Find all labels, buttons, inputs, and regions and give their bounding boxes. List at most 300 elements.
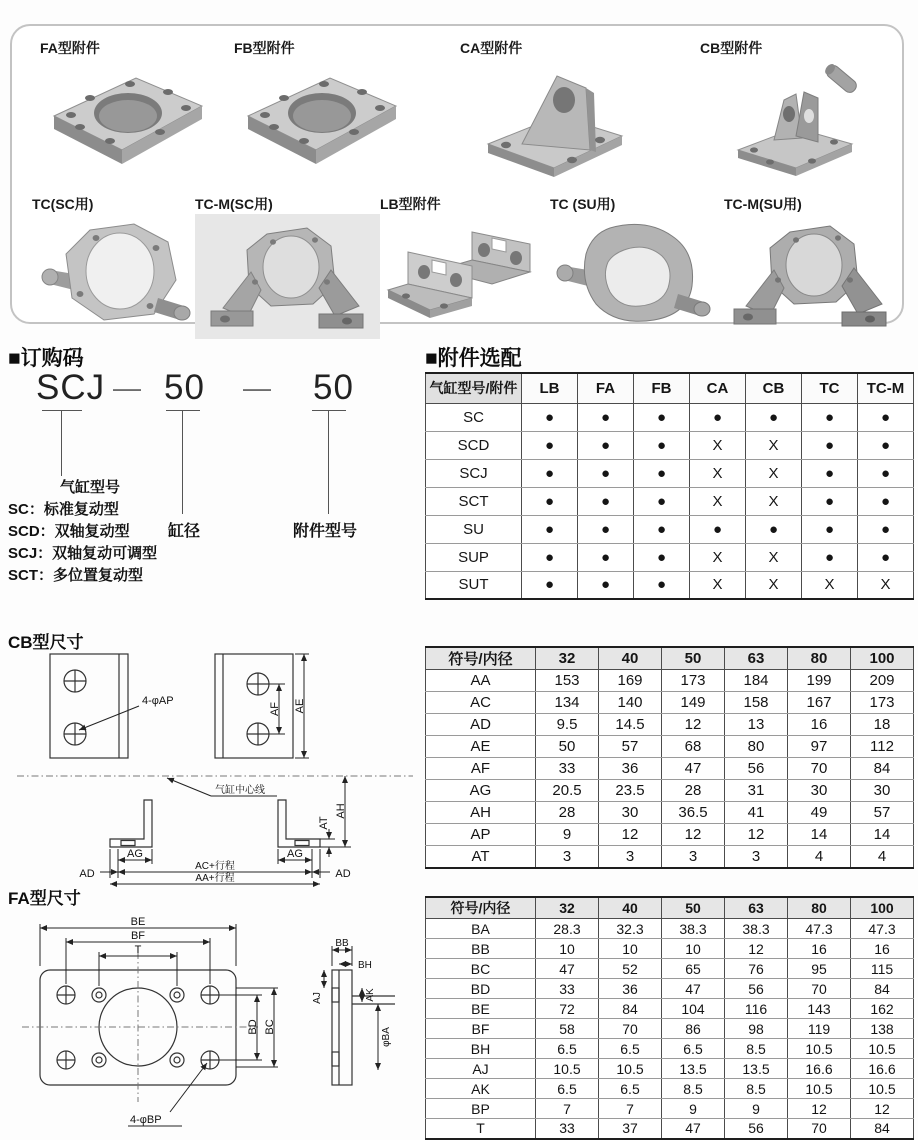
cell: 4 <box>788 846 851 868</box>
cell: 52 <box>599 959 662 979</box>
cell: 12 <box>599 824 662 846</box>
cb-label-ah: AH <box>335 803 347 819</box>
cell: 169 <box>599 670 662 692</box>
cell: 7 <box>599 1099 662 1119</box>
row-header: AJ <box>426 1059 536 1079</box>
cell: X <box>690 431 746 459</box>
fa-label-be: BE <box>130 916 146 928</box>
column-header: TC-M <box>858 373 914 403</box>
row-header: SCT <box>426 487 522 515</box>
cell: 23.5 <box>599 780 662 802</box>
cell: 70 <box>599 1019 662 1039</box>
fb-part-image <box>234 58 409 183</box>
cell: ● <box>690 403 746 431</box>
order-code-bore: 50 <box>164 368 205 407</box>
column-header: 32 <box>536 647 599 670</box>
table-row <box>426 780 914 802</box>
cell: 3 <box>725 846 788 868</box>
column-header: 63 <box>725 647 788 670</box>
cell: 6.5 <box>536 1079 599 1099</box>
fa-label-bb: BB <box>335 938 349 949</box>
cell: 9.5 <box>536 714 599 736</box>
accessory-products-panel <box>10 24 904 324</box>
column-header: FA <box>578 373 634 403</box>
cell: ● <box>578 431 634 459</box>
header-row <box>426 373 914 403</box>
fa-label-bc: BC <box>264 1019 276 1035</box>
cell: X <box>746 431 802 459</box>
cb-section-heading: CB型尺寸 <box>8 633 84 652</box>
cell: 65 <box>662 959 725 979</box>
cell: ● <box>578 515 634 543</box>
cell: X <box>746 487 802 515</box>
cell: 16.6 <box>851 1059 914 1079</box>
table-row <box>426 939 914 959</box>
row-header: BB <box>426 939 536 959</box>
cell: 57 <box>599 736 662 758</box>
cell: 80 <box>725 736 788 758</box>
cell: 57 <box>851 802 914 824</box>
column-header: 80 <box>788 647 851 670</box>
table-row <box>426 487 914 515</box>
cell: 13.5 <box>725 1059 788 1079</box>
cell: ● <box>634 459 690 487</box>
cell: 9 <box>536 824 599 846</box>
cell: 12 <box>725 939 788 959</box>
bore-label: 缸径 <box>168 523 201 540</box>
column-header: FB <box>634 373 690 403</box>
cell: 7 <box>536 1099 599 1119</box>
table-row <box>426 846 914 868</box>
table-row <box>426 571 914 599</box>
cell: 84 <box>851 758 914 780</box>
cell: 6.5 <box>599 1079 662 1099</box>
column-header: 50 <box>662 647 725 670</box>
cell: 33 <box>536 979 599 999</box>
compat-heading: ■附件选配 <box>425 347 522 370</box>
cb-label-aa-stroke: AA+行程 <box>195 873 235 884</box>
cell: ● <box>802 403 858 431</box>
cell: ● <box>858 403 914 431</box>
product-label: TC-M(SU用) <box>724 196 802 212</box>
cell: X <box>690 543 746 571</box>
row-header: SUT <box>426 571 522 599</box>
cb-label-at: AT <box>318 816 330 830</box>
row-header: AD <box>426 714 536 736</box>
cell: ● <box>634 487 690 515</box>
cell: 98 <box>725 1019 788 1039</box>
cb-dimension-table <box>425 646 914 869</box>
cell: 72 <box>536 999 599 1019</box>
cell: ● <box>578 487 634 515</box>
tcm-su-part-image <box>724 214 899 336</box>
cell: ● <box>858 431 914 459</box>
accessory-compatibility-table <box>425 372 914 600</box>
column-header: 32 <box>536 897 599 919</box>
order-code-accessory: 50 <box>313 368 354 407</box>
header-row <box>426 647 914 670</box>
accessory-label: 附件型号 <box>293 523 358 540</box>
column-header: 100 <box>851 647 914 670</box>
table-row <box>426 1059 914 1079</box>
cell: 10.5 <box>788 1079 851 1099</box>
cell: 3 <box>662 846 725 868</box>
code-connector-3 <box>328 410 329 514</box>
cell: 36 <box>599 979 662 999</box>
row-header: AE <box>426 736 536 758</box>
tc-su-part-image <box>550 214 720 334</box>
row-header: BH <box>426 1039 536 1059</box>
cell: 95 <box>788 959 851 979</box>
fa-dimension-diagram <box>10 900 420 1136</box>
product-label: TC (SU用) <box>550 196 616 212</box>
table-row <box>426 515 914 543</box>
cell: 8.5 <box>662 1079 725 1099</box>
code-underline-2 <box>166 410 200 411</box>
table-row <box>426 959 914 979</box>
product-figure-cb <box>700 38 880 188</box>
cell: 8.5 <box>725 1039 788 1059</box>
cell: 134 <box>536 692 599 714</box>
cell: 4 <box>851 846 914 868</box>
row-header: AF <box>426 758 536 780</box>
cb-part-image <box>700 58 880 183</box>
cell: 173 <box>662 670 725 692</box>
product-figure-tcm-sc <box>195 194 380 344</box>
cell: 9 <box>725 1099 788 1119</box>
table-row <box>426 543 914 571</box>
table-row <box>426 403 914 431</box>
product-label: FA型附件 <box>40 40 100 56</box>
product-label: CA型附件 <box>460 40 523 56</box>
cell: 47 <box>536 959 599 979</box>
cell: 56 <box>725 758 788 780</box>
cell: 36.5 <box>662 802 725 824</box>
cell: 173 <box>851 692 914 714</box>
cell: ● <box>746 515 802 543</box>
cell: 30 <box>788 780 851 802</box>
cell: 138 <box>851 1019 914 1039</box>
cell: 41 <box>725 802 788 824</box>
product-figure-tc-su <box>550 194 720 339</box>
cell: 6.5 <box>536 1039 599 1059</box>
table-row <box>426 919 914 939</box>
row-header: AG <box>426 780 536 802</box>
header-row <box>426 897 914 919</box>
cell: 12 <box>851 1099 914 1119</box>
cell: 33 <box>536 1119 599 1139</box>
code-connector-2 <box>182 410 183 514</box>
cell: 86 <box>662 1019 725 1039</box>
cell: 68 <box>662 736 725 758</box>
lb-part-image <box>380 214 545 334</box>
cell: 199 <box>788 670 851 692</box>
column-header: CA <box>690 373 746 403</box>
cell: ● <box>522 459 578 487</box>
row-header: BE <box>426 999 536 1019</box>
column-header: 40 <box>599 647 662 670</box>
cell: ● <box>634 403 690 431</box>
cell: X <box>746 459 802 487</box>
row-header: T <box>426 1119 536 1139</box>
cb-label-ag-left: AG <box>127 848 143 860</box>
cell: 209 <box>851 670 914 692</box>
cell: 70 <box>788 1119 851 1139</box>
cb-label-hole: 4-φAP <box>142 695 174 707</box>
product-label: CB型附件 <box>700 40 763 56</box>
cb-dimension-diagram <box>15 648 415 884</box>
cell: 16 <box>788 714 851 736</box>
fa-part-image <box>40 58 215 183</box>
cell: 143 <box>788 999 851 1019</box>
fa-section-heading: FA型尺寸 <box>8 889 81 908</box>
cell: 10.5 <box>851 1039 914 1059</box>
cell: ● <box>578 459 634 487</box>
cell: X <box>690 571 746 599</box>
cell: X <box>690 459 746 487</box>
row-header: AK <box>426 1079 536 1099</box>
cell: 76 <box>725 959 788 979</box>
cell: X <box>746 543 802 571</box>
cell: ● <box>634 431 690 459</box>
cell: 56 <box>725 1119 788 1139</box>
cell: ● <box>802 543 858 571</box>
cb-label-centerline: 气缸中心线 <box>215 785 265 796</box>
cell: 10 <box>536 939 599 959</box>
code-underline-1 <box>42 410 82 411</box>
cell: 47.3 <box>788 919 851 939</box>
product-figure-ca <box>460 38 635 188</box>
cell: 104 <box>662 999 725 1019</box>
cell: 38.3 <box>725 919 788 939</box>
cell: 84 <box>851 1119 914 1139</box>
cell: 28.3 <box>536 919 599 939</box>
cell: ● <box>634 571 690 599</box>
order-code-dash-2: — <box>243 372 271 403</box>
tc-sc-part-image <box>32 214 197 334</box>
cell: ● <box>522 543 578 571</box>
cell: 84 <box>851 979 914 999</box>
cell: 97 <box>788 736 851 758</box>
table-row <box>426 802 914 824</box>
cell: 10.5 <box>536 1059 599 1079</box>
column-header: 100 <box>851 897 914 919</box>
column-header: 50 <box>662 897 725 919</box>
product-figure-fa <box>40 38 215 188</box>
cell: ● <box>802 459 858 487</box>
cell: 20.5 <box>536 780 599 802</box>
table-row <box>426 692 914 714</box>
cb-label-ad-left: AD <box>79 868 95 880</box>
cell: 3 <box>599 846 662 868</box>
product-label: TC(SC用) <box>32 196 94 212</box>
row-header: BF <box>426 1019 536 1039</box>
cell: 37 <box>599 1119 662 1139</box>
row-header: BA <box>426 919 536 939</box>
cell: ● <box>578 571 634 599</box>
fa-label-ak: AK <box>365 988 376 1002</box>
table-row <box>426 999 914 1019</box>
cell: ● <box>746 403 802 431</box>
product-figure-tcm-su <box>724 194 899 341</box>
table-row <box>426 979 914 999</box>
column-header: 63 <box>725 897 788 919</box>
product-figure-lb <box>380 194 545 339</box>
cell: 13.5 <box>662 1059 725 1079</box>
cell: 149 <box>662 692 725 714</box>
cell: 115 <box>851 959 914 979</box>
column-header: 气缸型号/附件 <box>426 373 522 403</box>
table-row <box>426 459 914 487</box>
fa-label-t: T <box>134 944 142 956</box>
cell: ● <box>578 543 634 571</box>
cell: 14.5 <box>599 714 662 736</box>
cb-label-af: AF <box>269 701 281 717</box>
cell: ● <box>522 515 578 543</box>
cell: ● <box>858 515 914 543</box>
fa-label-bh: BH <box>358 960 372 971</box>
product-label: TC-M(SC用) <box>195 196 273 212</box>
cell: 184 <box>725 670 788 692</box>
fa-label-bd: BD <box>247 1019 259 1035</box>
ca-part-image <box>460 58 635 183</box>
cb-label-ad-right: AD <box>335 868 351 880</box>
cell: 16.6 <box>788 1059 851 1079</box>
cell: 47 <box>662 758 725 780</box>
table-row <box>426 736 914 758</box>
cell: 70 <box>788 979 851 999</box>
cell: 14 <box>851 824 914 846</box>
model-line-sct: SCT：多位置复动型 <box>8 567 144 584</box>
cell: 16 <box>851 939 914 959</box>
row-header: AT <box>426 846 536 868</box>
order-code-dash-1: — <box>113 372 141 403</box>
cell: X <box>690 487 746 515</box>
column-header: 符号/内径 <box>426 647 536 670</box>
cell: 56 <box>725 979 788 999</box>
cell: 10 <box>599 939 662 959</box>
fa-dimension-table <box>425 896 914 1140</box>
cell: 31 <box>725 780 788 802</box>
cb-label-ag-right: AG <box>287 848 303 860</box>
column-header: 40 <box>599 897 662 919</box>
product-figure-tc-sc <box>32 194 197 339</box>
cell: 36 <box>599 758 662 780</box>
cell: 162 <box>851 999 914 1019</box>
row-header: AC <box>426 692 536 714</box>
cell: 10.5 <box>788 1039 851 1059</box>
row-header: SU <box>426 515 522 543</box>
fa-label-aj: AJ <box>312 992 323 1004</box>
cell: 10.5 <box>851 1079 914 1099</box>
cell: 10.5 <box>599 1059 662 1079</box>
table-row <box>426 1039 914 1059</box>
cell: 12 <box>788 1099 851 1119</box>
row-header: AA <box>426 670 536 692</box>
cell: ● <box>858 459 914 487</box>
cell: 30 <box>599 802 662 824</box>
row-header: AH <box>426 802 536 824</box>
cell: 47 <box>662 979 725 999</box>
cell: ● <box>802 515 858 543</box>
cell: ● <box>802 487 858 515</box>
cell: 167 <box>788 692 851 714</box>
column-header: CB <box>746 373 802 403</box>
cell: 10 <box>662 939 725 959</box>
cell: 6.5 <box>662 1039 725 1059</box>
cell: 38.3 <box>662 919 725 939</box>
cell: ● <box>578 403 634 431</box>
product-label: LB型附件 <box>380 196 441 212</box>
table-row <box>426 714 914 736</box>
fa-label-hole: 4-φBP <box>130 1114 162 1126</box>
row-header: BP <box>426 1099 536 1119</box>
cell: 16 <box>788 939 851 959</box>
fa-label-bf: BF <box>130 930 146 942</box>
cell: 70 <box>788 758 851 780</box>
cell: ● <box>522 431 578 459</box>
cell: 47.3 <box>851 919 914 939</box>
row-header: SC <box>426 403 522 431</box>
cell: 30 <box>851 780 914 802</box>
cell: 12 <box>662 824 725 846</box>
cell: X <box>858 571 914 599</box>
order-code-heading: ■订购码 <box>8 347 84 370</box>
cell: ● <box>858 543 914 571</box>
table-row <box>426 1079 914 1099</box>
product-figure-fb <box>234 38 409 188</box>
cell: 18 <box>851 714 914 736</box>
code-connector-1 <box>61 410 62 476</box>
cell: X <box>802 571 858 599</box>
column-header: TC <box>802 373 858 403</box>
row-header: SUP <box>426 543 522 571</box>
cell: 14 <box>788 824 851 846</box>
cell: ● <box>522 571 578 599</box>
cell: 47 <box>662 1119 725 1139</box>
cell: 28 <box>662 780 725 802</box>
fa-label-ba: φBA <box>381 1027 392 1047</box>
order-code-model: SCJ <box>36 368 106 407</box>
model-label: 气缸型号 <box>60 479 121 496</box>
cell: 158 <box>725 692 788 714</box>
cell: ● <box>858 487 914 515</box>
table-row <box>426 1099 914 1119</box>
cell: 119 <box>788 1019 851 1039</box>
cell: 116 <box>725 999 788 1019</box>
cell: 12 <box>662 714 725 736</box>
table-row <box>426 1019 914 1039</box>
cell: 9 <box>662 1099 725 1119</box>
row-header: SCD <box>426 431 522 459</box>
row-header: AP <box>426 824 536 846</box>
cell: ● <box>634 515 690 543</box>
cell: ● <box>802 431 858 459</box>
cell: 12 <box>725 824 788 846</box>
model-line-scd: SCD：双轴复动型 <box>8 523 130 540</box>
column-header: 符号/内径 <box>426 897 536 919</box>
cb-label-ac-stroke: AC+行程 <box>195 861 235 872</box>
table-row <box>426 670 914 692</box>
cell: 33 <box>536 758 599 780</box>
column-header: LB <box>522 373 578 403</box>
cb-label-ae: AE <box>294 698 306 714</box>
cell: 6.5 <box>599 1039 662 1059</box>
row-header: BC <box>426 959 536 979</box>
column-header: 80 <box>788 897 851 919</box>
cell: 28 <box>536 802 599 824</box>
cell: 50 <box>536 736 599 758</box>
